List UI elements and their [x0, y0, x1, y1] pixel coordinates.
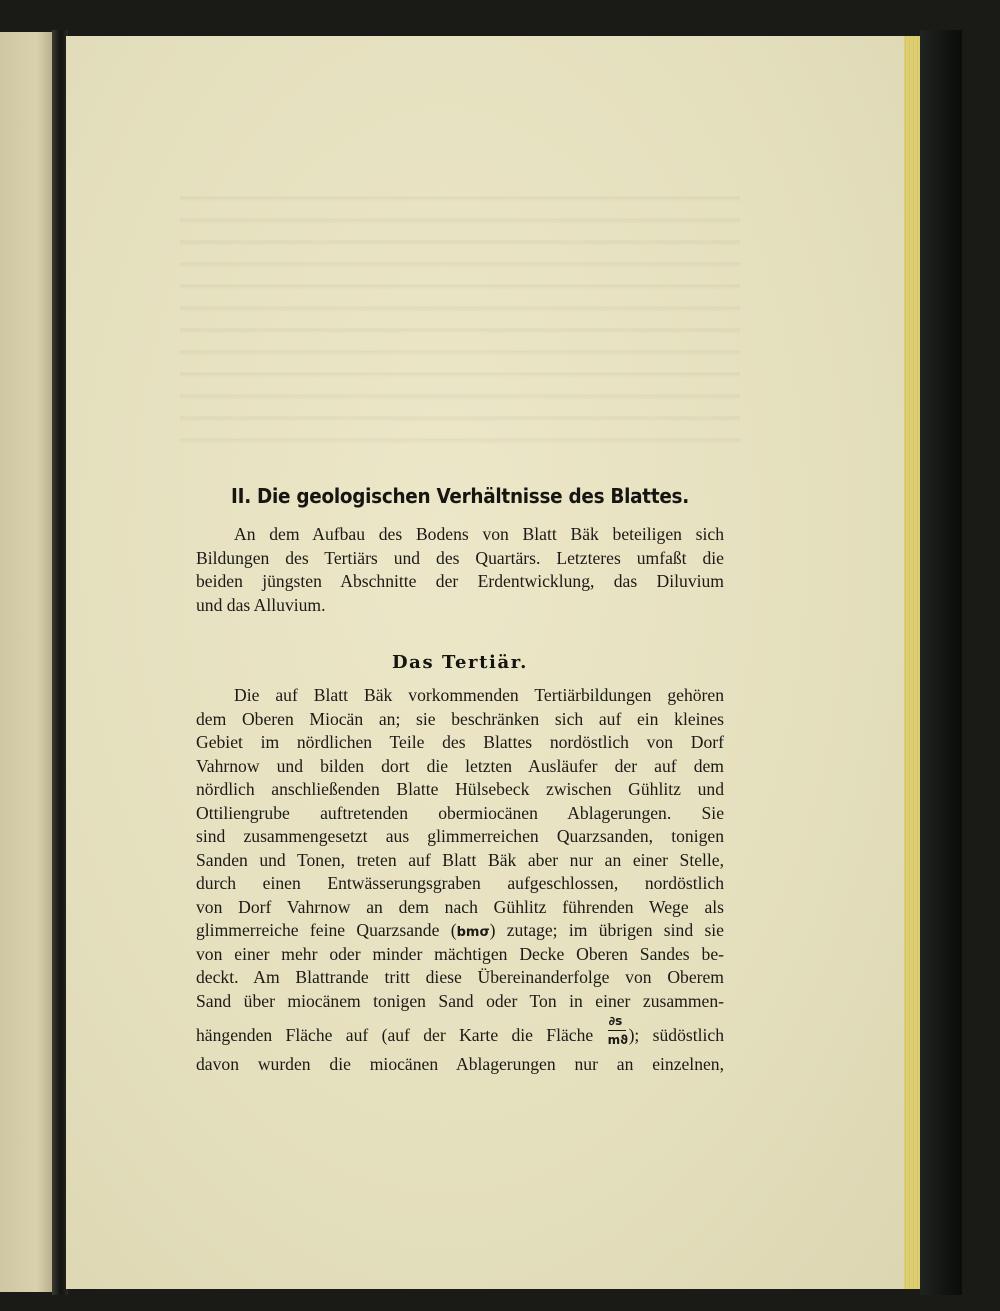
fraction-denominator: mϑ	[607, 1033, 628, 1048]
intro-paragraph	[196, 523, 724, 617]
text-line: sind zusammengesetzt aus glimmerreichen Quarzsanden, tonigen	[196, 826, 724, 846]
text-span: glimmerreiche feine Quarzsande (	[196, 920, 457, 940]
map-area-fraction	[607, 1014, 629, 1048]
page-stack-edge	[904, 36, 920, 1289]
text-line: An dem Aufbau des Bodens von Blatt Bäk beteiligen sich	[234, 524, 724, 544]
text-line: deckt. Am Blattrande tritt diese Übereinanderfolge von Oberem	[196, 967, 724, 987]
text-line: und das Alluvium.	[196, 594, 326, 615]
text-line: beiden jüngsten Abschnitte der Erdentwicklung, das Diluvium	[196, 571, 724, 591]
text-span: ); südöstlich	[628, 1025, 725, 1045]
fraction-numerator: ∂s	[608, 1014, 623, 1029]
text-line: Vahrnow und bilden dort die letzten Ausläufer der auf dem	[196, 755, 724, 776]
text-line: Gebiet im nördlichen Teile des Blattes nordöstlich von Dorf	[196, 732, 724, 752]
text-line: von Dorf Vahrnow an dem nach Gühlitz führenden Wege als	[196, 896, 724, 917]
text-span: hängenden Fläche auf (auf der Karte die Fläche	[196, 1025, 607, 1045]
text-line: durch einen Entwässerungsgraben aufgeschlossen, nordöstlich	[196, 873, 724, 893]
fraction-bar	[608, 1030, 626, 1031]
text-line: von einer mehr oder minder mächtigen Decke Oberen Sandes be-	[196, 943, 724, 964]
text-line: nördlich anschließenden Blatte Hülsebeck zwischen Gühlitz und	[196, 779, 724, 799]
previous-page-edge	[0, 32, 52, 1292]
tertiary-paragraph	[196, 684, 724, 1077]
text-line: Ottiliengrube auftretenden obermiocänen Ablagerungen. Sie	[196, 802, 724, 823]
text-line: Die auf Blatt Bäk vorkommenden Tertiärbildungen gehören	[234, 685, 724, 705]
text-line: davon wurden die miocänen Ablagerungen nur an einzelnen,	[196, 1054, 724, 1074]
text-line: Bildungen des Tertiärs und des Quartärs. Letzteres umfaßt die	[196, 547, 724, 568]
geologic-map-symbol: bmσ	[456, 925, 490, 940]
subsection-heading: Das Tertiär.	[391, 652, 529, 673]
text-line: dem Oberen Miocän an; sie beschränken sich auf ein kleines	[196, 708, 724, 729]
section-heading: II. Die geologischen Verhältnisse des Blattes.	[231, 484, 689, 508]
show-through-text	[180, 180, 740, 450]
book-cover	[920, 30, 962, 1295]
text-line: Sanden und Tonen, treten auf Blatt Bäk aber nur an einer Stelle,	[196, 849, 724, 870]
text-line: Sand über miocänem tonigen Sand oder Ton in einer zusammen-	[196, 990, 724, 1011]
fraction-text-line	[196, 1013, 724, 1053]
symbol-text-line	[196, 919, 724, 943]
text-span: ) zutage; im übrigen sind sie	[489, 920, 724, 940]
